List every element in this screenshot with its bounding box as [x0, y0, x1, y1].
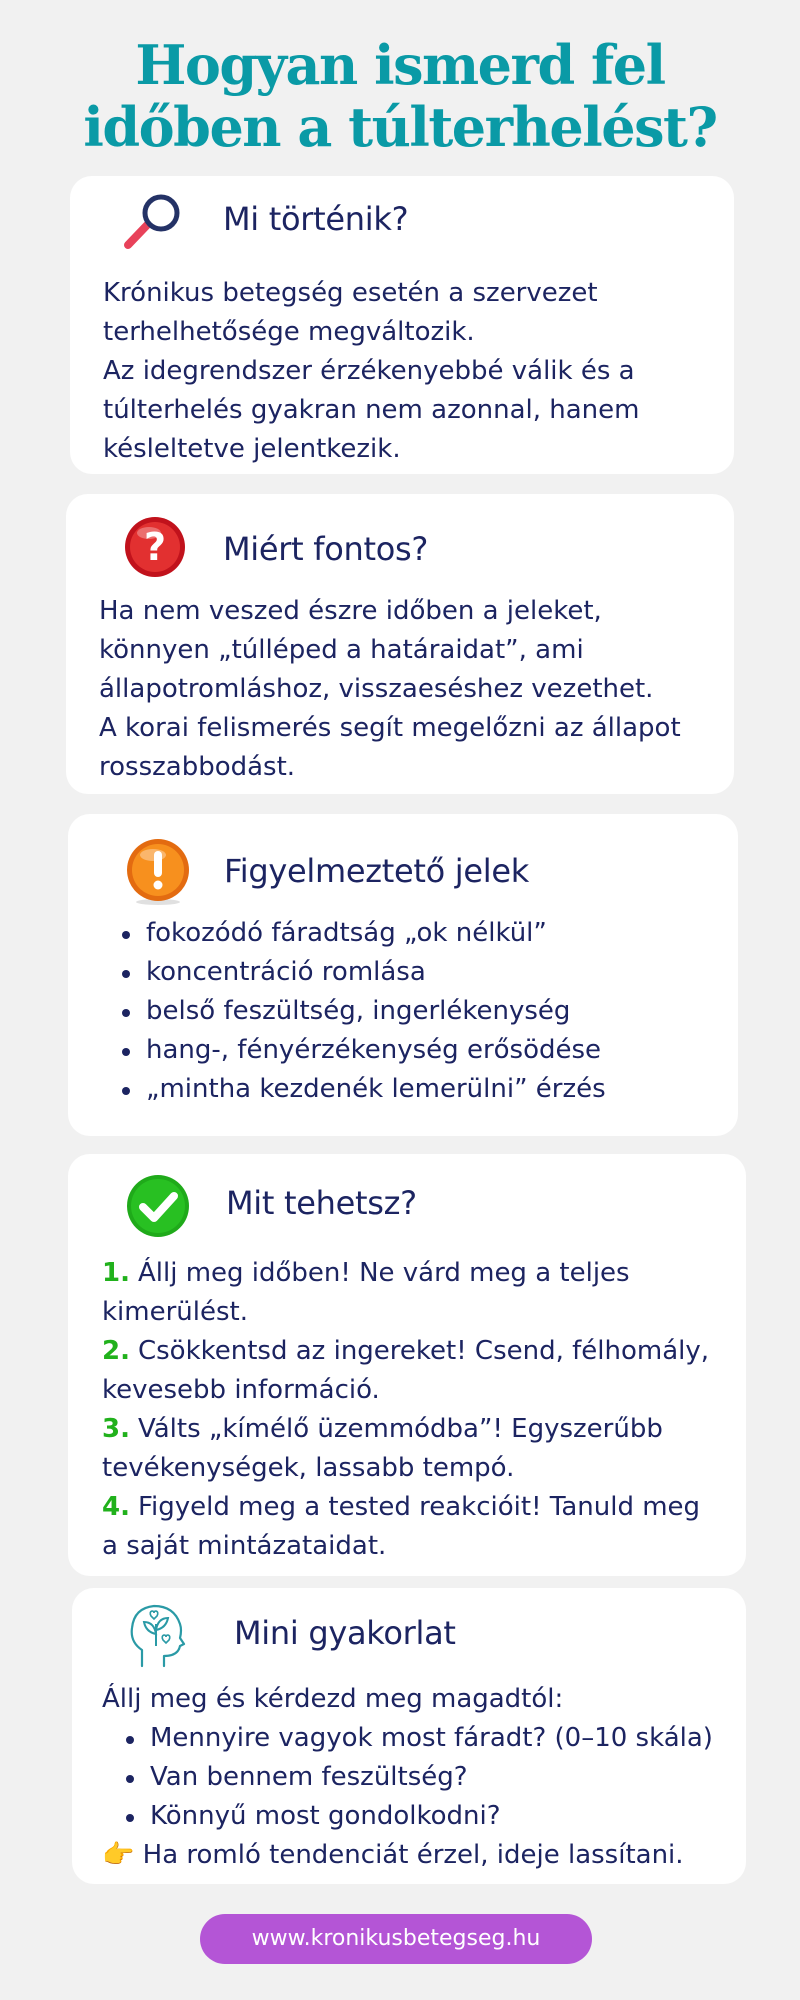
svg-text:?: ? — [143, 525, 167, 569]
card-what-happens — [70, 176, 734, 474]
paragraph: Krónikus betegség esetén a szervezet terhelhetősége megváltozik. — [103, 278, 598, 347]
step-item — [102, 1488, 722, 1566]
list-item: koncentráció romlása — [98, 953, 714, 992]
step-text: Válts „kímélő üzemmódba”! Egyszerűbb tevékenységek, lassabb tempó. — [102, 1414, 663, 1483]
list-item: hang-, fényérzékenység erősödése — [98, 1031, 714, 1070]
exercise-closing — [102, 1836, 736, 1875]
steps-list — [102, 1254, 722, 1566]
card-body-what-happens — [103, 274, 710, 469]
website-link[interactable]: www.kronikusbetegseg.hu — [200, 1914, 592, 1964]
list-item: Van bennem feszültség? — [102, 1758, 736, 1797]
card-what-can-you-do — [68, 1154, 746, 1576]
step-number: 3. — [102, 1414, 130, 1444]
card-title-what-can-you-do: Mit tehetsz? — [226, 1184, 417, 1222]
exercise-questions-list — [102, 1719, 736, 1836]
step-number: 2. — [102, 1336, 130, 1366]
paragraph: Az idegrendszer érzékenyebbé válik és a túlterhelés gyakran nem azonnal, hanem késleltetve jelentkezik. — [103, 356, 640, 464]
list-item: belső feszültség, ingerlékenység — [98, 992, 714, 1031]
checkmark-icon — [126, 1174, 190, 1242]
head-leaves-icon — [124, 1600, 190, 1674]
card-title-mini-exercise: Mini gyakorlat — [234, 1614, 456, 1652]
step-number: 4. — [102, 1492, 130, 1522]
page-title-line-1: Hogyan ismerd fel — [135, 33, 665, 97]
question-mark-icon — [124, 516, 186, 582]
magnifier-icon — [122, 192, 182, 256]
page-title-line-2: időben a túlterhelést? — [83, 95, 717, 159]
card-mini-exercise — [72, 1588, 746, 1884]
exercise-intro: Állj meg és kérdezd meg magadtól: — [102, 1684, 564, 1714]
list-item: Mennyire vagyok most fáradt? (0–10 skála) — [102, 1719, 736, 1758]
card-body-why-important — [99, 592, 710, 787]
closing-text: Ha romló tendenciát érzel, ideje lassítani. — [142, 1840, 684, 1870]
step-text: Csökkentsd az ingereket! Csend, félhomály, kevesebb információ. — [102, 1336, 710, 1405]
step-item — [102, 1254, 722, 1332]
card-title-what-happens: Mi történik? — [223, 200, 409, 238]
step-item — [102, 1332, 722, 1410]
list-item: „mintha kezdenék lemerülni” érzés — [98, 1070, 714, 1109]
paragraph: A korai felismerés segít megelőzni az állapot rosszabbodást. — [99, 713, 681, 782]
card-body-what-can-you-do — [102, 1254, 722, 1566]
paragraph: Ha nem veszed észre időben a jeleket, könnyen „túlléped a határaidat”, ami állapotromláshoz, visszaeséshez vezethet. — [99, 596, 654, 704]
step-item — [102, 1410, 722, 1488]
pointing-hand-icon: 👉 — [102, 1840, 135, 1870]
card-title-warning-signs: Figyelmeztető jelek — [224, 852, 529, 890]
step-text: Állj meg időben! Ne várd meg a teljes kimerülést. — [102, 1258, 630, 1327]
warning-signs-list — [98, 914, 714, 1109]
card-body-mini-exercise — [102, 1680, 736, 1875]
card-title-why-important: Miért fontos? — [223, 530, 429, 568]
card-body-warning-signs — [98, 914, 714, 1109]
list-item: fokozódó fáradtság „ok nélkül” — [98, 914, 714, 953]
card-why-important — [66, 494, 734, 794]
card-warning-signs — [68, 814, 738, 1136]
step-text: Figyeld meg a tested reakcióit! Tanuld meg a saját mintázataidat. — [102, 1492, 701, 1561]
page-title — [0, 34, 800, 158]
exclamation-icon — [126, 838, 190, 910]
step-number: 1. — [102, 1258, 130, 1288]
list-item: Könnyű most gondolkodni? — [102, 1797, 736, 1836]
